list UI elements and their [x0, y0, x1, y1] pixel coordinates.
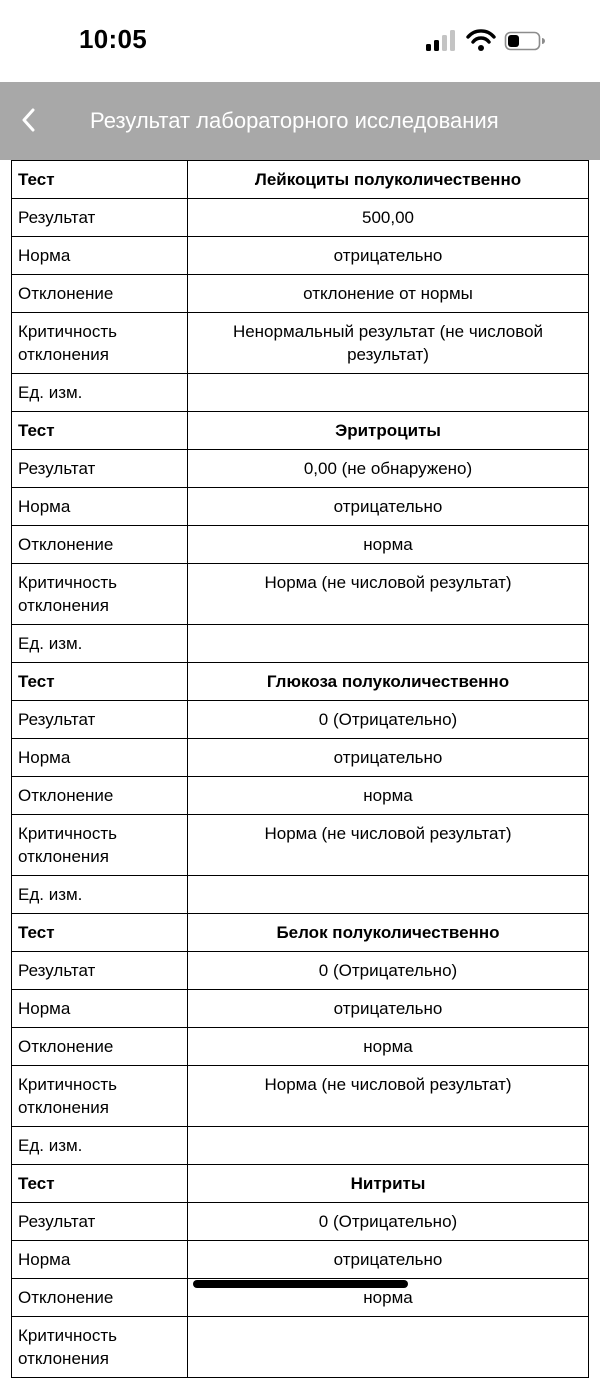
table-row-result	[12, 701, 589, 739]
table-row-result	[12, 199, 589, 237]
test-norm: отрицательно	[188, 488, 589, 526]
test-deviation: норма	[188, 1279, 589, 1317]
test-unit	[188, 876, 589, 914]
back-button[interactable]	[12, 100, 52, 140]
label-deviation: Отклонение	[12, 275, 188, 313]
test-criticality: Норма (не числовой результат)	[188, 1066, 589, 1127]
table-row-norm	[12, 1241, 589, 1279]
table-row-deviation	[12, 526, 589, 564]
test-name: Глюкоза полуколичественно	[188, 663, 589, 701]
test-norm: отрицательно	[188, 1241, 589, 1279]
wifi-icon	[468, 31, 494, 51]
label-test: Тест	[12, 161, 188, 199]
nav-bar	[0, 82, 600, 160]
label-criticality: Критичность отклонения	[12, 313, 188, 374]
test-norm: отрицательно	[188, 739, 589, 777]
table-row-criticality	[12, 564, 589, 625]
label-deviation: Отклонение	[12, 777, 188, 815]
label-norm: Норма	[12, 488, 188, 526]
label-test: Тест	[12, 1165, 188, 1203]
table-row-norm	[12, 237, 589, 275]
label-result: Результат	[12, 952, 188, 990]
table-row-test	[12, 1165, 589, 1203]
table-row-deviation	[12, 777, 589, 815]
label-test: Тест	[12, 412, 188, 450]
page-title: Результат лабораторного исследования	[90, 108, 499, 133]
test-unit	[188, 374, 589, 412]
label-norm: Норма	[12, 237, 188, 275]
cellular-signal-icon	[426, 30, 455, 51]
label-test: Тест	[12, 663, 188, 701]
test-name: Лейкоциты полуколичественно	[188, 161, 589, 199]
chevron-left-icon	[12, 100, 52, 140]
label-criticality: Критичность отклонения	[12, 1317, 188, 1378]
label-result: Результат	[12, 450, 188, 488]
status-icons	[426, 29, 548, 53]
test-name: Эритроциты	[188, 412, 589, 450]
test-result: 0 (Отрицательно)	[188, 1203, 589, 1241]
table-row-test	[12, 161, 589, 199]
table-row-result	[12, 450, 589, 488]
battery-icon	[506, 33, 546, 50]
table-row-criticality	[12, 1066, 589, 1127]
label-unit: Ед. изм.	[12, 876, 188, 914]
label-deviation: Отклонение	[12, 1028, 188, 1066]
status-time: 10:05	[79, 24, 147, 54]
label-result: Результат	[12, 1203, 188, 1241]
table-row-unit	[12, 876, 589, 914]
table-row-test	[12, 914, 589, 952]
test-deviation: норма	[188, 526, 589, 564]
test-name: Белок полуколичественно	[188, 914, 589, 952]
table-row-result	[12, 1203, 589, 1241]
label-unit: Ед. изм.	[12, 374, 188, 412]
test-criticality: Норма (не числовой результат)	[188, 564, 589, 625]
table-row-criticality	[12, 1317, 589, 1378]
table-row-deviation	[12, 1028, 589, 1066]
table-row-norm	[12, 488, 589, 526]
table-row-test	[12, 663, 589, 701]
table-row-deviation	[12, 275, 589, 313]
home-indicator[interactable]	[193, 1280, 408, 1288]
test-name: Нитриты	[188, 1165, 589, 1203]
table-row-test	[12, 412, 589, 450]
label-criticality: Критичность отклонения	[12, 815, 188, 876]
label-deviation: Отклонение	[12, 526, 188, 564]
test-result: 0 (Отрицательно)	[188, 952, 589, 990]
test-unit	[188, 1127, 589, 1165]
test-result: 0 (Отрицательно)	[188, 701, 589, 739]
test-deviation: норма	[188, 777, 589, 815]
status-bar	[0, 0, 600, 82]
label-test: Тест	[12, 914, 188, 952]
label-norm: Норма	[12, 990, 188, 1028]
label-norm: Норма	[12, 739, 188, 777]
label-unit: Ед. изм.	[12, 1127, 188, 1165]
test-criticality: Ненормальный результат (не числовой результат)	[188, 313, 589, 374]
test-norm: отрицательно	[188, 237, 589, 275]
test-criticality	[188, 1317, 589, 1378]
lab-results-table	[11, 160, 589, 1378]
table-row-norm	[12, 739, 589, 777]
table-row-unit	[12, 1127, 589, 1165]
label-norm: Норма	[12, 1241, 188, 1279]
test-deviation: норма	[188, 1028, 589, 1066]
label-unit: Ед. изм.	[12, 625, 188, 663]
test-result: 0,00 (не обнаружено)	[188, 450, 589, 488]
test-criticality: Норма (не числовой результат)	[188, 815, 589, 876]
label-result: Результат	[12, 701, 188, 739]
label-criticality: Критичность отклонения	[12, 1066, 188, 1127]
test-norm: отрицательно	[188, 990, 589, 1028]
table-row-result	[12, 952, 589, 990]
test-unit	[188, 625, 589, 663]
table-row-unit	[12, 625, 589, 663]
test-result: 500,00	[188, 199, 589, 237]
table-row-criticality	[12, 313, 589, 374]
table-row-criticality	[12, 815, 589, 876]
test-deviation: отклонение от нормы	[188, 275, 589, 313]
table-row-unit	[12, 374, 589, 412]
label-criticality: Критичность отклонения	[12, 564, 188, 625]
table-row-norm	[12, 990, 589, 1028]
label-result: Результат	[12, 199, 188, 237]
results-content[interactable]	[0, 160, 600, 1368]
label-deviation: Отклонение	[12, 1279, 188, 1317]
